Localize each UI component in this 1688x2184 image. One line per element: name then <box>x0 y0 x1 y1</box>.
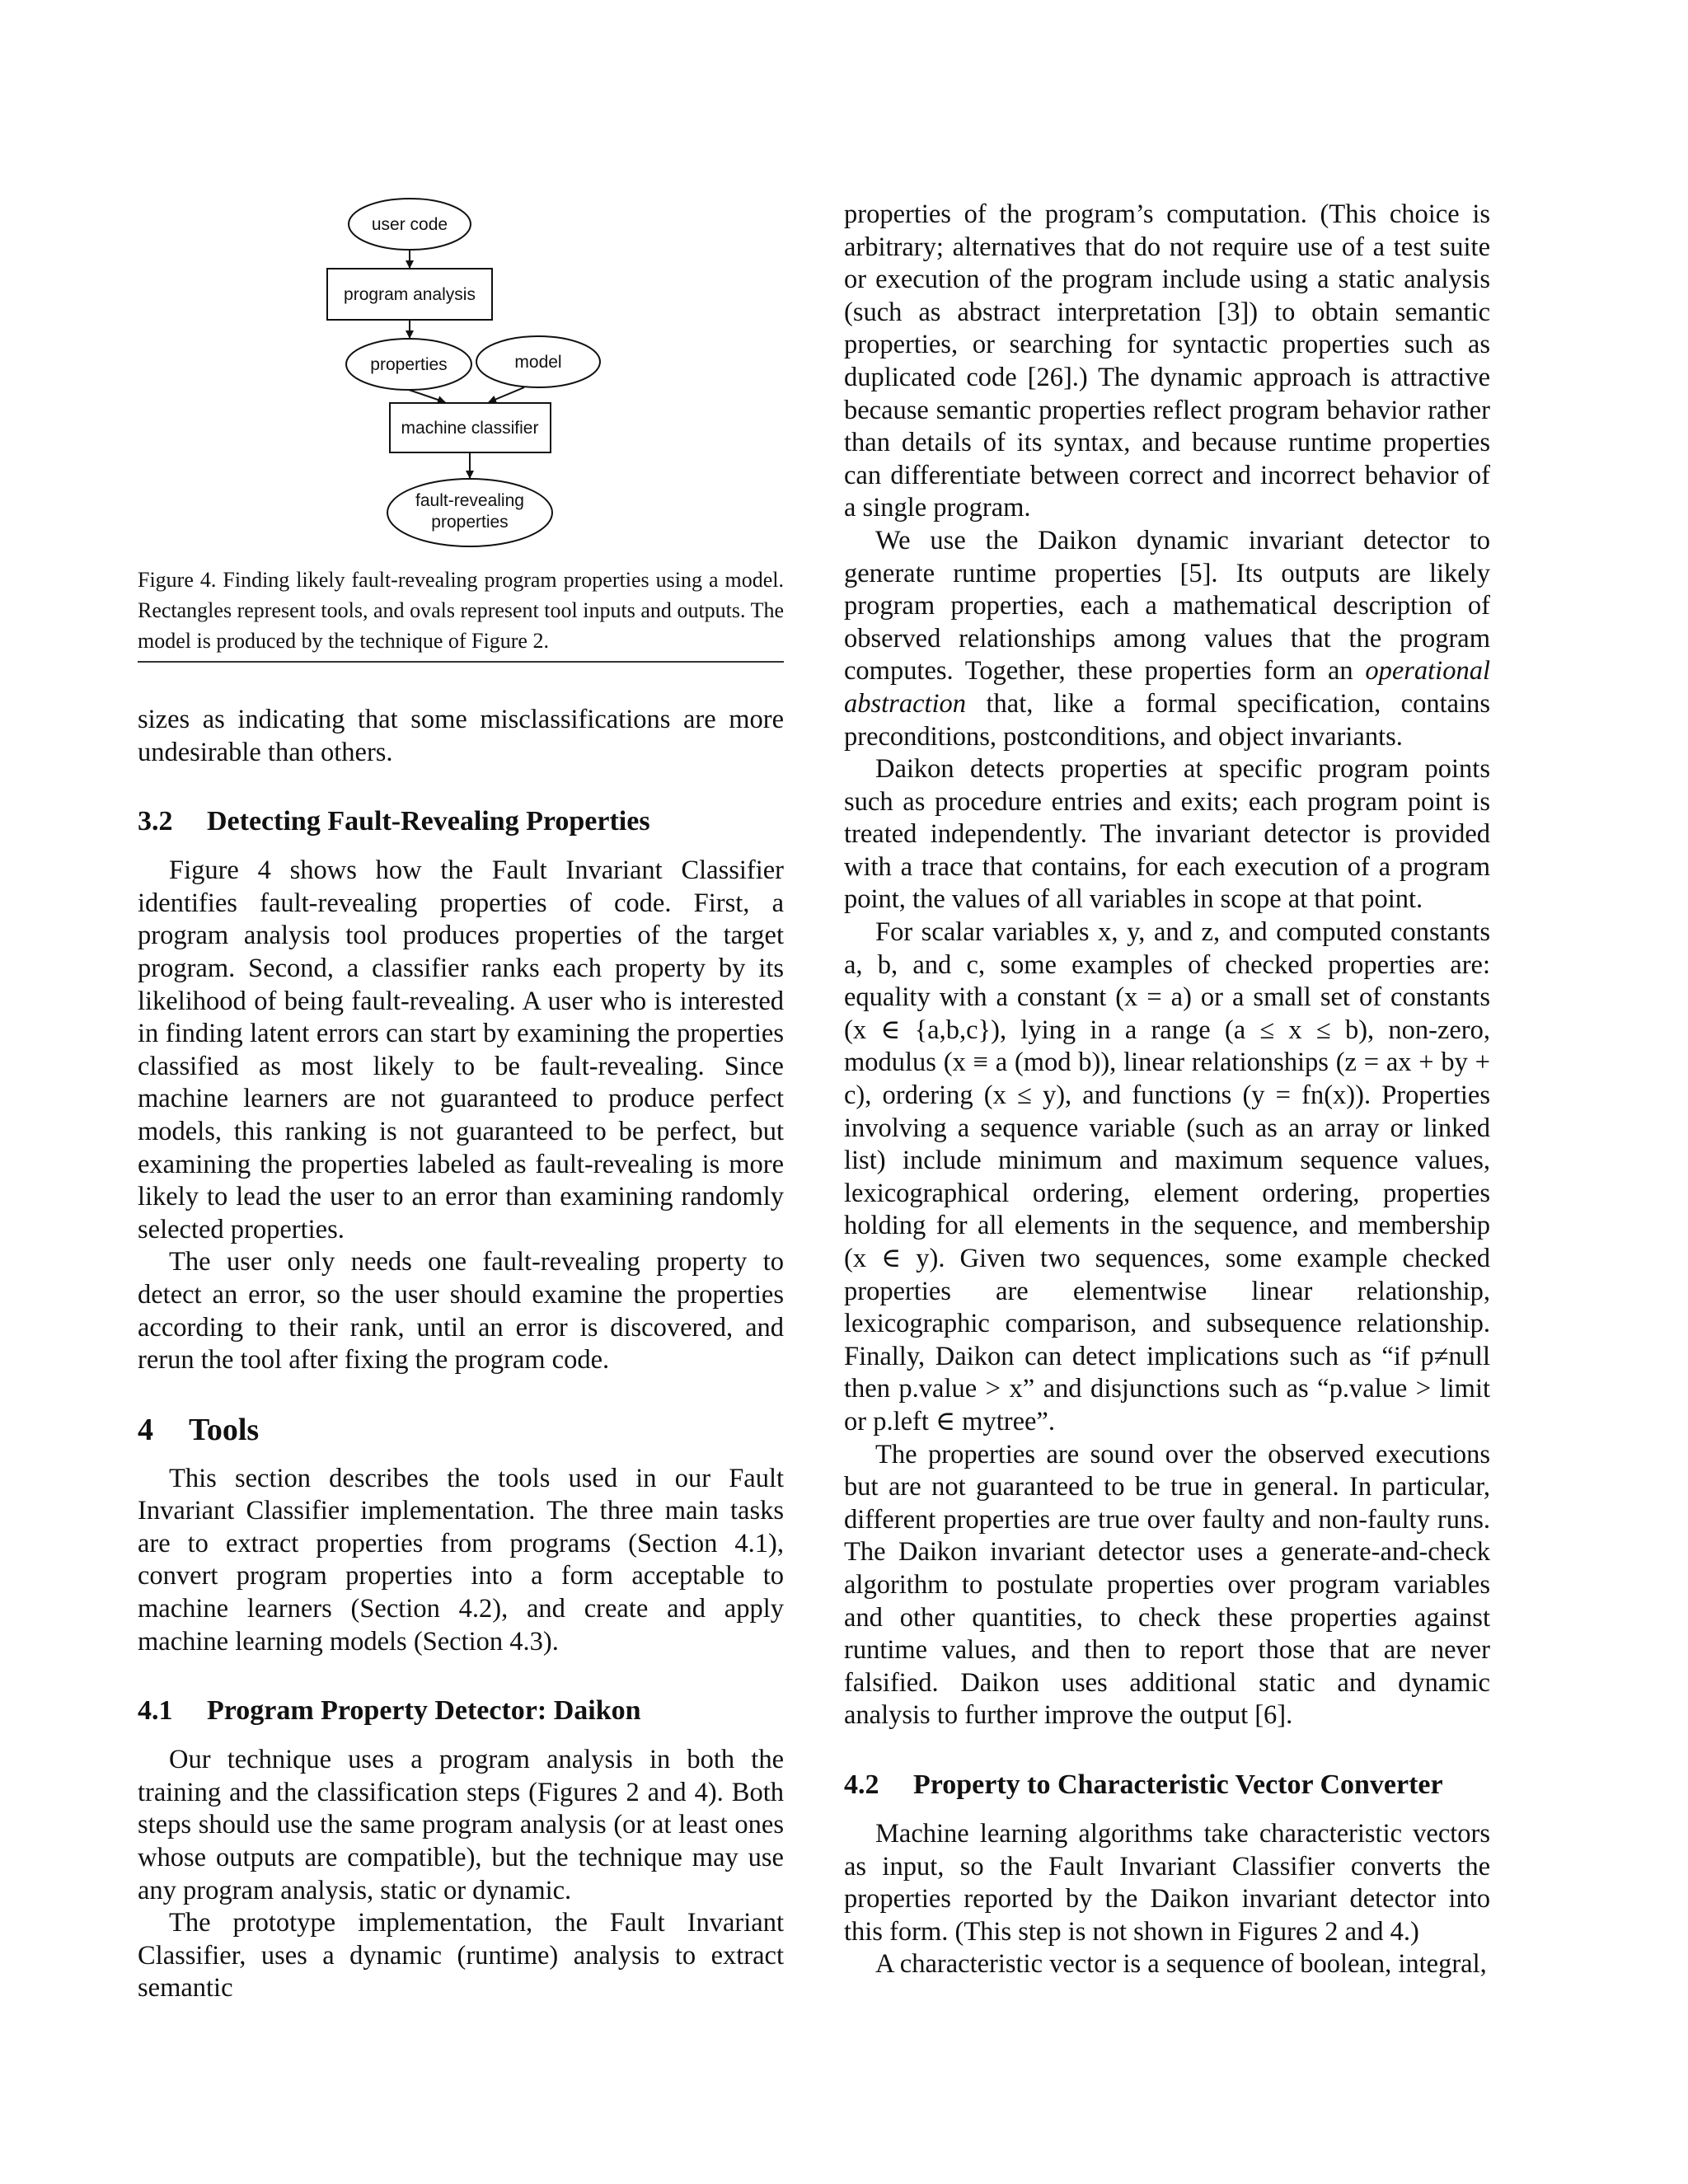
paragraph: Machine learning algorithms take characteristic vectors as input, so the Fault Invariant Classifier converts the properties reported by the Daikon invariant detector into this form. (This step is not shown in Figures 2 and 4.) <box>844 1818 1490 1947</box>
paragraph: A characteristic vector is a sequence of boolean, integral, <box>875 1949 1487 1980</box>
node-label: machine classifier <box>401 419 539 438</box>
paragraph: properties of the program’s computation. (This choice is arbitrary; alternatives that do not require use of a test suite or execution of the program include using a static analysis (such as abstract interpretation [3]) to obtain semantic properties, or searching for syntactic properties such as duplicated code [26].) The dynamic approach is attractive because semantic properties reflect program behavior rather than details of its syntax, and because runtime properties can differentiate between correct and incorrect behavior of a single program. <box>844 199 1490 523</box>
section-number: 3.2 <box>138 806 173 837</box>
paragraph: Our technique uses a program analysis in both the training and the classification steps (Figures 2 and 4). Both steps should use the same program analysis (or at least ones whose outputs are compatible), but the technique may use any program analysis, static or dynamic. <box>138 1745 784 1905</box>
node-label: program analysis <box>344 285 476 304</box>
paragraph: The user only needs one fault-revealing property to detect an error, so the user should examine the properties according to their rank, until an error is discovered, and rerun the tool after fixing the program code. <box>138 1247 784 1376</box>
paragraph: Figure 4 shows how the Fault Invariant Classifier identifies fault-revealing properties of code. First, a program analysis tool produces properties of the target program. Second, a classifier ranks each property by its likelihood of being fault-revealing. A user who is interested in finding latent errors can start by examining the properties classified as most likely to be fault-revealing. Since machine learners are not guaranteed to produce perfect models, this ranking is not guaranteed to be perfect, but examining the properties labeled as fault-revealing is more likely to lead the user to an error than examining randomly selected properties. <box>138 855 784 1244</box>
text: that, like a formal specification, contains preconditions, postconditions, and object invariants. <box>844 688 1490 752</box>
paragraph: This section describes the tools used in our Fault Invariant Classifier implementation. The three main tasks are to extract properties from programs (Section 4.1), convert program properties into a form acceptable to machine learners (Section 4.2), and create and apply machine learning models (Section 4.3). <box>138 1463 784 1657</box>
section-heading-4 <box>138 1413 784 1446</box>
paragraph <box>844 525 1490 753</box>
arrow <box>489 387 524 402</box>
paragraph: The properties are sound over the observed executions but are not guaranteed to be true in general. In particular, different properties are true over faulty and non-faulty runs. The Daikon invariant detector uses a generate-and-check algorithm to postulate properties over program variables and other quantities, to check these properties against runtime values, and then to report those that are never falsified. Daikon uses additional static and dynamic analysis to further improve the output [6]. <box>844 1439 1490 1731</box>
section-number: 4 <box>138 1412 153 1447</box>
left-column <box>138 565 784 2005</box>
paragraph: Daikon detects properties at specific program points such as procedure entries and exits; each program point is treated independently. The invariant detector is provided with a trace that contains, for each execution of a program point, the values of all variables in scope at that point. <box>844 754 1490 915</box>
figure-divider <box>138 661 784 663</box>
node-label: user code <box>371 215 448 234</box>
figure-caption: Figure 4. Finding likely fault-revealing program properties using a model. Rectangles represent tools, and ovals represent tool inputs and outputs. The model is produced by the technique of Figure 2. <box>138 568 784 653</box>
section-title: Property to Characteristic Vector Converter <box>913 1769 1443 1800</box>
node-label: properties <box>370 355 448 374</box>
node-label: fault-revealing <box>415 491 524 510</box>
paragraph: sizes as indicating that some misclassifications are more undesirable than others. <box>138 705 784 767</box>
node-label: properties <box>431 513 509 532</box>
right-column <box>844 199 1490 1981</box>
paragraph: For scalar variables x, y, and z, and computed constants a, b, and c, some examples of checked properties are: equality with a constant (x = a) or a small set of constants (x ∈ {a,b,c}), lying in a range (a ≤ x ≤ b), non-zero, modulus (x ≡ a (mod b)), linear relationships (z = ax + by + c), ordering (x ≤ y), and functions (y = fn(x)). Properties involving a sequence variable (such as an array or linked list) include minimum and maximum sequence values, lexicographical ordering, element ordering, properties holding for all elements in the sequence, and membership (x ∈ y). Given two sequences, some example checked properties are elementwise linear relationship, lexicographic comparison, and subsequence relationship. Finally, Daikon can detect implications such as “if p≠null then p.value > x” and disjunctions such as “p.value > limit or p.left ∈ mytree”. <box>844 917 1490 1436</box>
text: We use the Daikon dynamic invariant detector to generate runtime properties [5]. Its outputs are likely program properties, each a mathematical description of observed relationships among values that the program computes. Together, these properties form an <box>844 525 1490 687</box>
section-title: Program Property Detector: Daikon <box>207 1695 641 1727</box>
section-number: 4.1 <box>138 1695 173 1727</box>
section-heading-4-2 <box>844 1769 1490 1802</box>
emphasis: operational abstraction <box>844 656 1490 719</box>
node-label: model <box>514 353 562 372</box>
section-number: 4.2 <box>844 1769 879 1800</box>
section-title: Tools <box>189 1412 260 1447</box>
section-heading-3-2 <box>138 805 784 838</box>
paragraph: The prototype implementation, the Fault Invariant Classifier, uses a dynamic (runtime) analysis to extract semantic <box>138 1908 784 2004</box>
section-heading-4-1 <box>138 1694 784 1727</box>
section-title: Detecting Fault-Revealing Properties <box>207 806 650 837</box>
arrow <box>409 390 445 402</box>
